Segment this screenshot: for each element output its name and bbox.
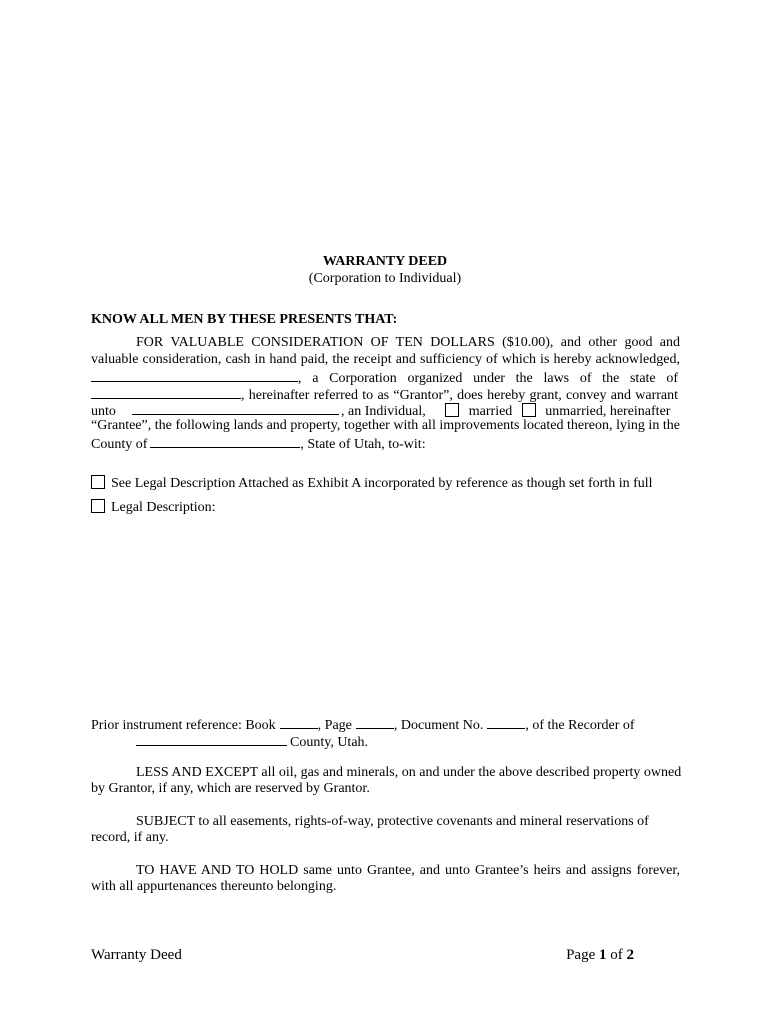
grantor-name-field[interactable]	[91, 369, 298, 382]
recorder-county-field[interactable]	[136, 733, 287, 746]
unmarried-label: unmarried, hereinafter	[545, 404, 671, 419]
legal-description-option	[91, 499, 216, 516]
grantee-name-field[interactable]	[132, 402, 339, 415]
page-field[interactable]	[356, 716, 394, 729]
consideration-line-2: valuable consideration, cash in hand paid, the receipt and sufficiency of which is hereby acknowledged,	[91, 352, 680, 367]
intro-heading: KNOW ALL MEN BY THESE PRESENTS THAT:	[91, 312, 398, 327]
habendum-line-2: with all appurtenances thereunto belonging.	[91, 879, 337, 894]
page-label: , Page	[317, 718, 352, 733]
consideration-line-6: “Grantee”, the following lands and property, together with all improvements located thereon, lying in the	[91, 418, 680, 433]
document-number-field[interactable]	[487, 716, 525, 729]
prior-reference-line-2	[136, 733, 725, 751]
total-pages: 2	[626, 947, 634, 963]
county-label: County of	[91, 437, 148, 452]
less-except-line-1: LESS AND EXCEPT all oil, gas and minerals, on and under the above described property owned	[136, 765, 682, 780]
consideration-line-1: FOR VALUABLE CONSIDERATION OF TEN DOLLARS ($10.00), and other good and	[136, 335, 680, 350]
married-label: married	[468, 404, 513, 419]
exhibit-label: See Legal Description Attached as Exhibit A incorporated by reference as though set forth in full	[111, 476, 653, 491]
exhibit-checkbox[interactable]	[91, 475, 105, 489]
current-page: 1	[599, 947, 607, 963]
habendum-line-1: TO HAVE AND TO HOLD same unto Grantee, and unto Grantee’s heirs and assigns forever,	[136, 863, 680, 878]
married-checkbox[interactable]	[445, 403, 459, 417]
corporation-text: , a Corporation organized under the laws of the state of	[298, 371, 678, 386]
state-field[interactable]	[91, 386, 241, 399]
recorder-label: , of the Recorder of	[525, 718, 635, 733]
unto-label: unto	[91, 404, 116, 419]
unmarried-checkbox[interactable]	[522, 403, 536, 417]
document-title: WARRANTY DEED	[322, 254, 448, 269]
page-word: Page	[566, 947, 596, 963]
document-subtitle: (Corporation to Individual)	[308, 271, 462, 286]
county-utah-label: County, Utah.	[290, 735, 369, 750]
subject-line-1: SUBJECT to all easements, rights-of-way, protective covenants and mineral reservations of	[136, 814, 649, 829]
book-label: Prior instrument reference: Book	[91, 718, 276, 733]
county-field[interactable]	[150, 435, 300, 448]
grantor-text: , hereinafter referred to as “Grantor”, does hereby grant, convey and warrant	[241, 388, 678, 403]
legal-description-checkbox[interactable]	[91, 499, 105, 513]
less-except-line-2: by Grantor, if any, which are reserved by Grantor.	[91, 781, 370, 796]
prior-reference-line-1	[91, 716, 680, 734]
document-label: , Document No.	[393, 718, 484, 733]
footer-page-number	[566, 947, 634, 964]
footer-document-name: Warranty Deed	[91, 947, 182, 963]
state-utah-text: , State of Utah, to-wit:	[300, 437, 426, 452]
exhibit-option	[91, 475, 653, 492]
of-word: of	[610, 947, 623, 963]
consideration-line-3	[91, 369, 680, 387]
individual-text: , an Individual,	[341, 404, 426, 419]
legal-description-label: Legal Description:	[111, 500, 216, 515]
consideration-line-7	[91, 435, 680, 453]
book-field[interactable]	[280, 716, 318, 729]
subject-line-2: record, if any.	[91, 830, 169, 845]
